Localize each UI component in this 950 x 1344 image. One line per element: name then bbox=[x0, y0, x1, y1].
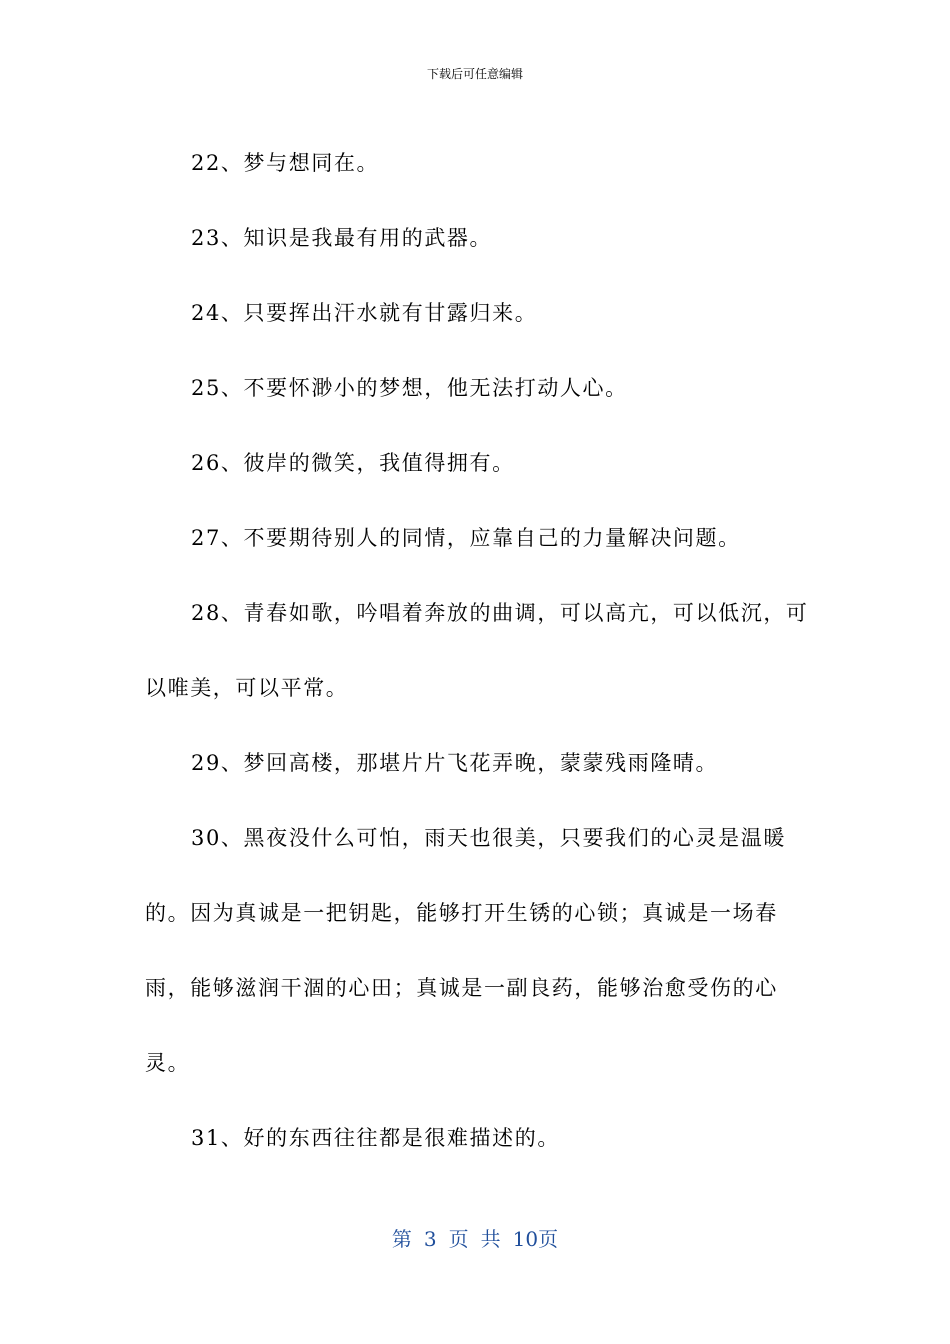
footer-ye: 页 bbox=[448, 1227, 469, 1251]
paragraph-23: 23、知识是我最有用的武器。 bbox=[191, 226, 493, 250]
paragraph-25: 25、不要怀渺小的梦想，他无法打动人心。 bbox=[191, 376, 628, 400]
paragraph-22: 22、梦与想同在。 bbox=[191, 151, 380, 175]
paragraph-26: 26、彼岸的微笑，我值得拥有。 bbox=[191, 451, 515, 475]
footer-di: 第 bbox=[391, 1227, 412, 1251]
page-footer bbox=[0, 1226, 950, 1252]
document-body bbox=[145, 126, 810, 1176]
paragraph-28: 28、青春如歌，吟唱着奔放的曲调，可以高亢，可以低沉，可以唯美，可以平常。 bbox=[145, 601, 809, 700]
footer-current-page: 3 bbox=[423, 1227, 437, 1251]
footer-gong: 共 bbox=[480, 1227, 501, 1251]
paragraph-31: 31、好的东西往往都是很难描述的。 bbox=[191, 1126, 560, 1150]
paragraph-29: 29、梦回高楼，那堪片片飞花弄晚，蒙蒙残雨隆晴。 bbox=[191, 751, 719, 775]
paragraph-27: 27、不要期待别人的同情，应靠自己的力量解决问题。 bbox=[191, 526, 741, 550]
footer-total-pages: 10页 bbox=[512, 1227, 559, 1251]
paragraph-24: 24、只要挥出汗水就有甘露归来。 bbox=[191, 301, 538, 325]
paragraph-30: 30、黑夜没什么可怕，雨天也很美，只要我们的心灵是温暖的。因为真诚是一把钥匙，能够打开生锈的心锁；真诚是一场春雨，能够滋润干涸的心田；真诚是一副良药，能够治愈受伤的心灵。 bbox=[145, 826, 786, 1075]
page-header: 下载后可任意编辑 bbox=[426, 67, 523, 81]
